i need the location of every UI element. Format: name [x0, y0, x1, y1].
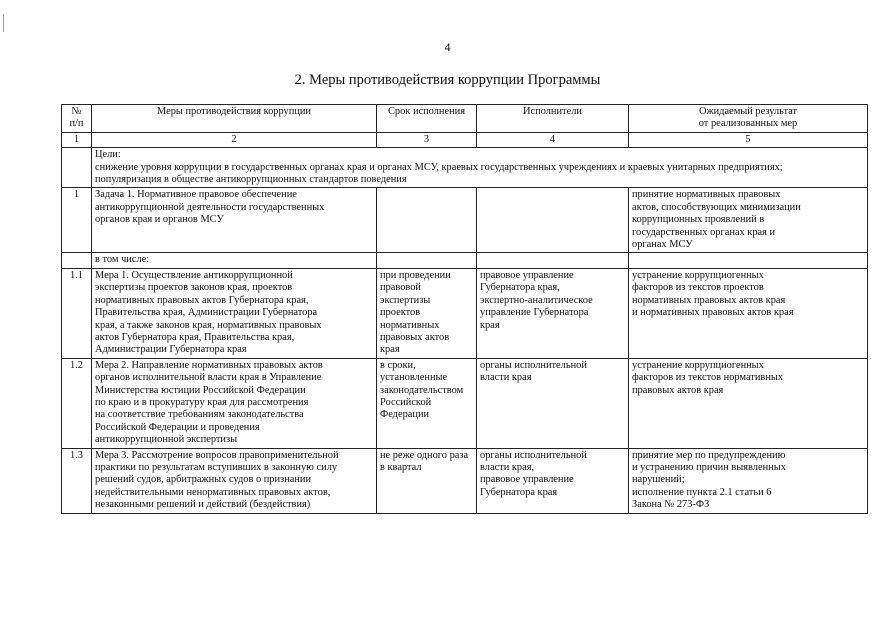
- header-result: Ожидаемый результат от реализованных мер: [629, 105, 868, 133]
- column-number-row: [62, 132, 868, 147]
- including-label: в том числе:: [92, 253, 377, 268]
- row-no: 1.1: [62, 268, 92, 358]
- row-executors: органы исполнительной власти края, правовое управление Губернатора края: [477, 448, 629, 513]
- goals-heading: Цели:: [95, 149, 121, 161]
- row-measure: Мера 1. Осуществление антикоррупционной экспертизы проектов законов края, проектов нормативных правовых актов Губернатора края, Правительства края, Администрации Губернатора края, а также законов края, нормативных правовых актов Губернатора края, Правительства края, Администрации Губернатора края: [92, 268, 377, 358]
- goals-row: [62, 148, 868, 188]
- task-term: [377, 188, 477, 253]
- table-row: [62, 358, 868, 448]
- row-term: при проведении правовой экспертизы проектов нормативных правовых актов края: [377, 268, 477, 358]
- task-result: принятие нормативных правовых актов, способствующих минимизации коррупционных проявлений в государственных органах края и органах МСУ: [629, 188, 868, 253]
- table-row: [62, 448, 868, 513]
- header-row: [62, 105, 868, 133]
- task-row: [62, 188, 868, 253]
- table-row: [62, 268, 868, 358]
- goal-item: популяризация в обществе антикоррупционных стандартов поведения: [95, 174, 407, 186]
- column-number: 5: [629, 132, 868, 147]
- column-number: 3: [377, 132, 477, 147]
- section-title: 2. Меры противодействия коррупции Программы: [294, 72, 601, 88]
- task-measure: Задача 1. Нормативное правовое обеспечение антикоррупционной деятельности государственных органов края и органов МСУ: [92, 188, 377, 253]
- row-no: 1.2: [62, 358, 92, 448]
- including-no-cell: [62, 253, 92, 268]
- goals-cell: [92, 148, 868, 188]
- header-no: № п/п: [62, 105, 92, 133]
- empty-cell: [629, 253, 868, 268]
- margin-mark: [3, 14, 4, 32]
- header-measures: Меры противодействия коррупции: [92, 105, 377, 133]
- column-number: 2: [92, 132, 377, 147]
- measures-table: [61, 104, 868, 514]
- header-term: Срок исполнения: [377, 105, 477, 133]
- column-number: 4: [477, 132, 629, 147]
- row-measure: Мера 3. Рассмотрение вопросов правоприменительной практики по результатам вступивших в законную силу решений судов, арбитражных судов о признании недействительными ненормативных правовых актов, незаконными решений и действий (бездействия): [92, 448, 377, 513]
- row-measure: Мера 2. Направление нормативных правовых актов органов исполнительной власти края в Управление Министерства юстиции Российской Федерации по краю и в прокуратуру края для рассмотрения на соответствие требованиям законодательства Российской Федерации и проведения антикоррупционной экспертизы: [92, 358, 377, 448]
- row-result: устранение коррупциогенных факторов из текстов проектов нормативных правовых актов края и нормативных правовых актов края: [629, 268, 868, 358]
- page-number: 4: [444, 40, 451, 54]
- including-row: [62, 253, 868, 268]
- column-number: 1: [62, 132, 92, 147]
- header-executors: Исполнители: [477, 105, 629, 133]
- task-no: 1: [62, 188, 92, 253]
- task-executors: [477, 188, 629, 253]
- row-result: принятие мер по предупреждению и устранению причин выявленных нарушений; исполнение пункта 2.1 статьи 6 Закона № 273-ФЗ: [629, 448, 868, 513]
- goal-item: снижение уровня коррупции в государственных органах края и органах МСУ, краевых государственных учреждениях и краевых унитарных предприятиях;: [95, 161, 783, 173]
- empty-cell: [477, 253, 629, 268]
- row-no: 1.3: [62, 448, 92, 513]
- row-term: в сроки, установленные законодательством Российской Федерации: [377, 358, 477, 448]
- row-executors: органы исполнительной власти края: [477, 358, 629, 448]
- goals-no-cell: [62, 148, 92, 188]
- row-term: не реже одного раза в квартал: [377, 448, 477, 513]
- row-executors: правовое управление Губернатора края, экспертно-аналитическое управление Губернатора края: [477, 268, 629, 358]
- empty-cell: [377, 253, 477, 268]
- row-result: устранение коррупциогенных факторов из текстов нормативных правовых актов края: [629, 358, 868, 448]
